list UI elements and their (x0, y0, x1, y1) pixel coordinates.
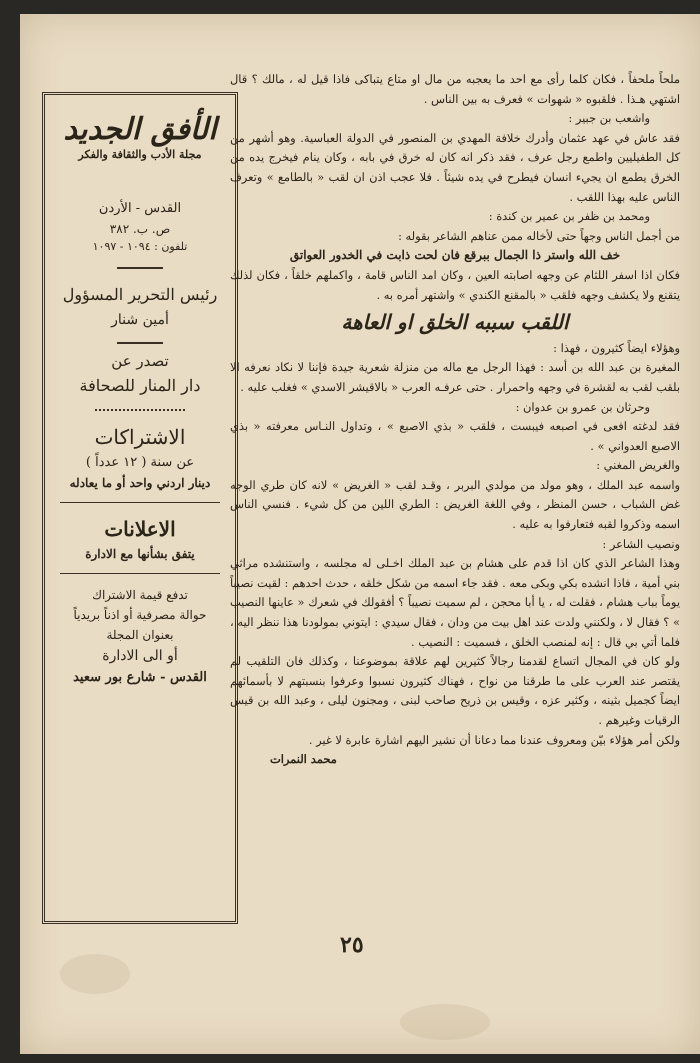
magazine-page (20, 14, 700, 1054)
phone-number: تلفون : ١٠٩٤ - ١٠٩٧ (92, 240, 188, 253)
magazine-title: الأفق الجديد (63, 112, 217, 147)
poem-verse: خف الله واستر ذا الجمال ببرقع فان لحت ذابت في الخدور العواتق (289, 248, 621, 263)
section-heading: اللقب سببه الخلق او العاهة (341, 310, 569, 335)
editor-label: رئيس التحرير المسؤول (62, 285, 218, 304)
payment-line-2: حوالة مصرفية أو اذناً بريدياً (73, 608, 207, 622)
article-paragraph: ولكن أمر هؤلاء بيّن ومعروف عندنا مما دعانا أن نشير اليهم اشارة عابرة لا غير . (308, 732, 680, 747)
subscriptions-period: عن سنة ( ١٢ عدداً ) (85, 455, 195, 470)
divider (117, 342, 163, 344)
article-paragraph: فكان اذا اسفر اللثام عن وجهه اصابته العين ، وكان امد الناس قامة ، واكملهم خلقاً ، فكان لذلك يتقنع ولا يكشف وجهه فلقب « بالمقنع الكندي » واشتهر أمره به . (230, 267, 680, 302)
divider (60, 502, 220, 503)
payment-line-1: تدفع قيمة الاشتراك (92, 588, 188, 602)
magazine-subtitle: مجلة الأدب والثقافة والفكر (78, 148, 202, 161)
ads-title: الاعلانات (104, 517, 176, 541)
subscriptions-title: الاشتراكات (94, 425, 186, 449)
article-paragraph: وهؤلاء ايضاً كثيرون ، فهذا : (553, 340, 680, 355)
article-paragraph: ملحاً ملحفاً ، فكان كلما رأى مع احد ما يعجبه من مال او متاع يتباكى فاذا قيل له ، مالك ؟ قال اشتهي هـذا . فلقبوه « شهوات » فعرف به بين الناس . (230, 72, 680, 106)
magazine-city: القدس - الأردن (98, 201, 182, 216)
subscriptions-price: دينار اردني واحد أو ما يعادله (69, 476, 211, 490)
article-paragraph: ولو كان في المجال اتساع لقدمنا رجالاً كثيرين لهم علاقة بموضوعنا ، وكذلك فان التلقيب لم يقتصر عند العرب على ما طرقنا من نواح ، فهناك كثيرون نسبوا وعرفوا بنسبتهم لا بأسمائهم ايضاً كجميل بثينه ، وكثير عزه ، وقيس بن ذريح صاحب لبنى ، ومجنون ليلى ، وعبد الله بن قيس الرقيات وغيرهم . (230, 654, 680, 727)
article-paragraph: المغيرة بن عبد الله بن أسد : فهذا الرجل مع ماله من منزلة شعرية جيدة فإننا لا نكاد نعرفه الا بلقب لقب به لقشرة في وجهه واحمرار . حتى عرفـه العرب « بالاقيشر الاسدي » فغلب عليه . (230, 360, 680, 394)
article-subhead: واشعب بن جبير : (568, 111, 650, 126)
article-paragraph: فقد لدغته افعى في اصبعه فيبست ، فلقب « بذي الاصبع » ، وتداول النـاس معرفته « بذي الاصبع العدواني » . (230, 419, 680, 453)
article-paragraph: فقد عاش في عهد عثمان وأدرك خلافة المهدي بن المنصور في الدولة العباسية. وهو أشهر من كل الطفيليين واطمع رجل عرف ، فقد ذكر انه كان له خرق في بابه ، وكان ينام فيخرج يده من الخرق يطمع ان يجيء انسان فيطرح في يده شيئاً . فلا عجب اذن ان لقب « بالطامع » وتعرف الناس عليه بهذا اللقب . (230, 130, 680, 204)
article-column (230, 70, 680, 770)
masthead-box (42, 92, 238, 924)
paper-stain (60, 954, 130, 994)
article-paragraph: وهذا الشاعر الذي كان اذا قدم على هشام بن عبد الملك اخـلى له مجلسه ، واستنشده مراثي بني أمية ، فاذا انشده بكي وبكى معه . فقد جاء اسمه من شكل خلقه ، حدث احدهم : لقيت نصيباً يوماً بباب هشام ، فقلت له ، يا أبا محجن ، لم سميت نصيباً ؟ أفقولك في شعرك « عاينها النصيب » ؟ فقال لا ، ولكنني ولدت عند اهل بيت من ودان ، فقال سيدي : ايتوني بمولودنا هذا ننظر اليه ، فلما أتي بي قال : إنه لمنصب الخلق ، فسميت : النصيب . (230, 556, 680, 649)
page-number: ٢٥ (340, 932, 364, 958)
author-signature: محمد النمرات (270, 752, 337, 767)
article-subhead: وحرثان بن عمرو بن عدوان : (515, 399, 650, 414)
payment-line-3: بعنوان المجلة (106, 628, 174, 642)
article-subhead: ومحمد بن ظفر بن عمير بن كندة : (488, 209, 650, 224)
payment-line-4: أو الى الادارة (102, 648, 178, 664)
article-subhead: والغريض المغني : (596, 458, 680, 473)
divider (117, 267, 163, 269)
divider (60, 573, 220, 574)
ads-text: يتفق بشأنها مع الادارة (85, 547, 195, 561)
magazine-address: القدس - شارع بور سعيد (73, 670, 207, 685)
article-paragraph: من أجمل الناس وجهاً حتى لأخاله ممن عناهم الشاعر بقوله : (398, 228, 680, 243)
editor-name: أمين شنار (111, 312, 169, 328)
article-paragraph: واسمه عبد الملك ، وهو مولد من مولدي البربر ، وقـد لقب « الغريض » لانه كان طري الوجه غض الشباب ، حسن المنظر ، وفي اللغة الغريض : الطري اللين من كل شيء . فنسي الناس اسمه وذكروا لقبه فتعارفوا به عليه . (230, 477, 680, 532)
divider (95, 409, 185, 411)
po-box: ص. ب. ٣٨٢ (109, 222, 171, 236)
publisher-name: دار المنار للصحافة (79, 376, 201, 395)
article-subhead: ونصيب الشاعر : (602, 536, 680, 551)
publisher-label: تصدر عن (111, 352, 169, 370)
paper-stain (400, 1004, 490, 1040)
